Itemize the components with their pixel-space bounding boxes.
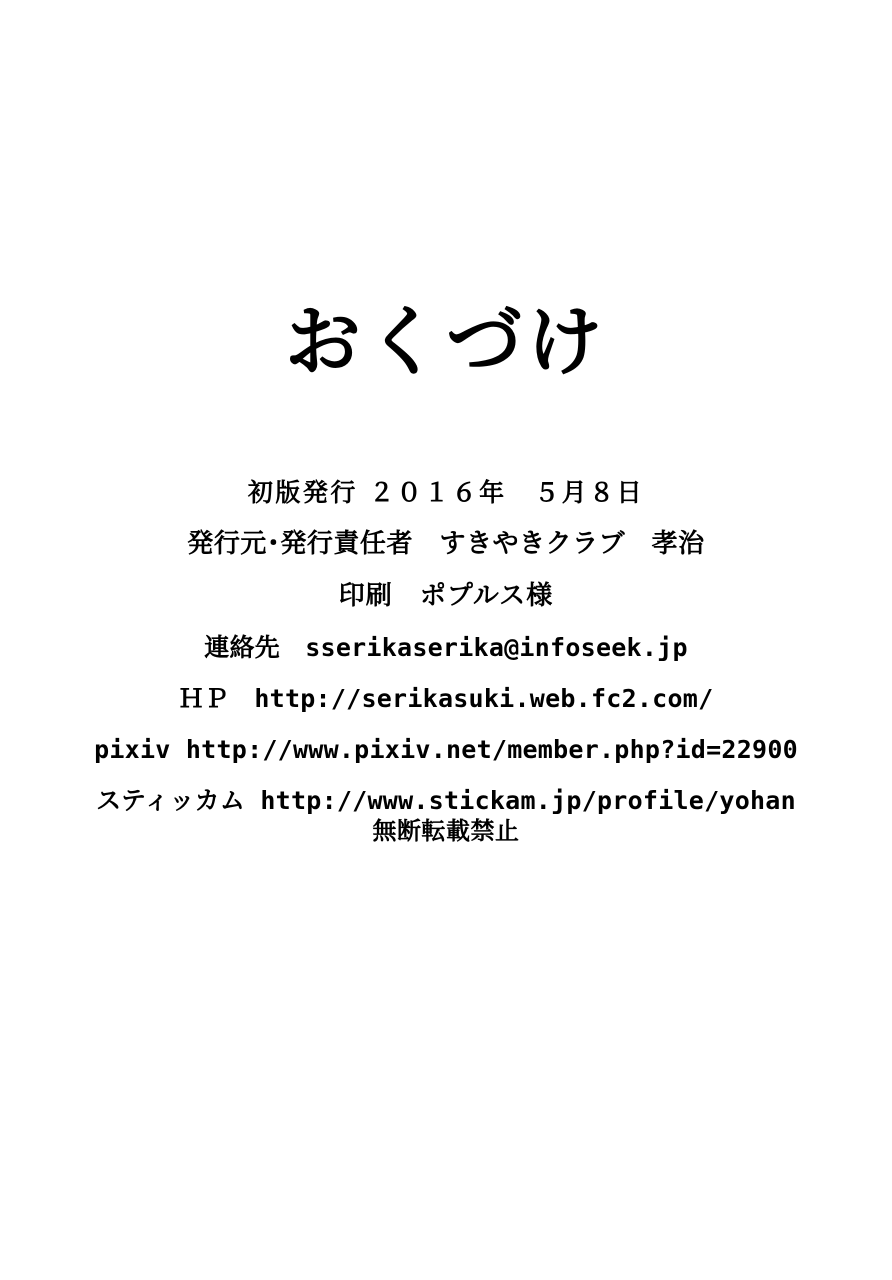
contact-email-line: 連絡先 sserikaserika@infoseek.jp <box>204 632 688 662</box>
reproduction-notice-line: 無断転載禁止 <box>372 816 520 845</box>
publication-date-line: 初版発行 ２０１６年 ５月８日 <box>247 477 645 507</box>
pixiv-line: pixiv http://www.pixiv.net/member.php?id=22900 <box>94 734 798 764</box>
printer-line: 印刷 ポプルス様 <box>338 580 554 611</box>
stickam-line: スティッカム http://www.stickam.jp/profile/yohan <box>96 785 796 815</box>
page-title: おくづけ <box>284 297 608 386</box>
homepage-line: ＨＰ http://serikasuki.web.fc2.com/ <box>178 683 714 713</box>
publication-info-block <box>0 477 892 845</box>
publisher-line: 発行元･発行責任者 すきやきクラブ 孝治 <box>187 528 705 559</box>
